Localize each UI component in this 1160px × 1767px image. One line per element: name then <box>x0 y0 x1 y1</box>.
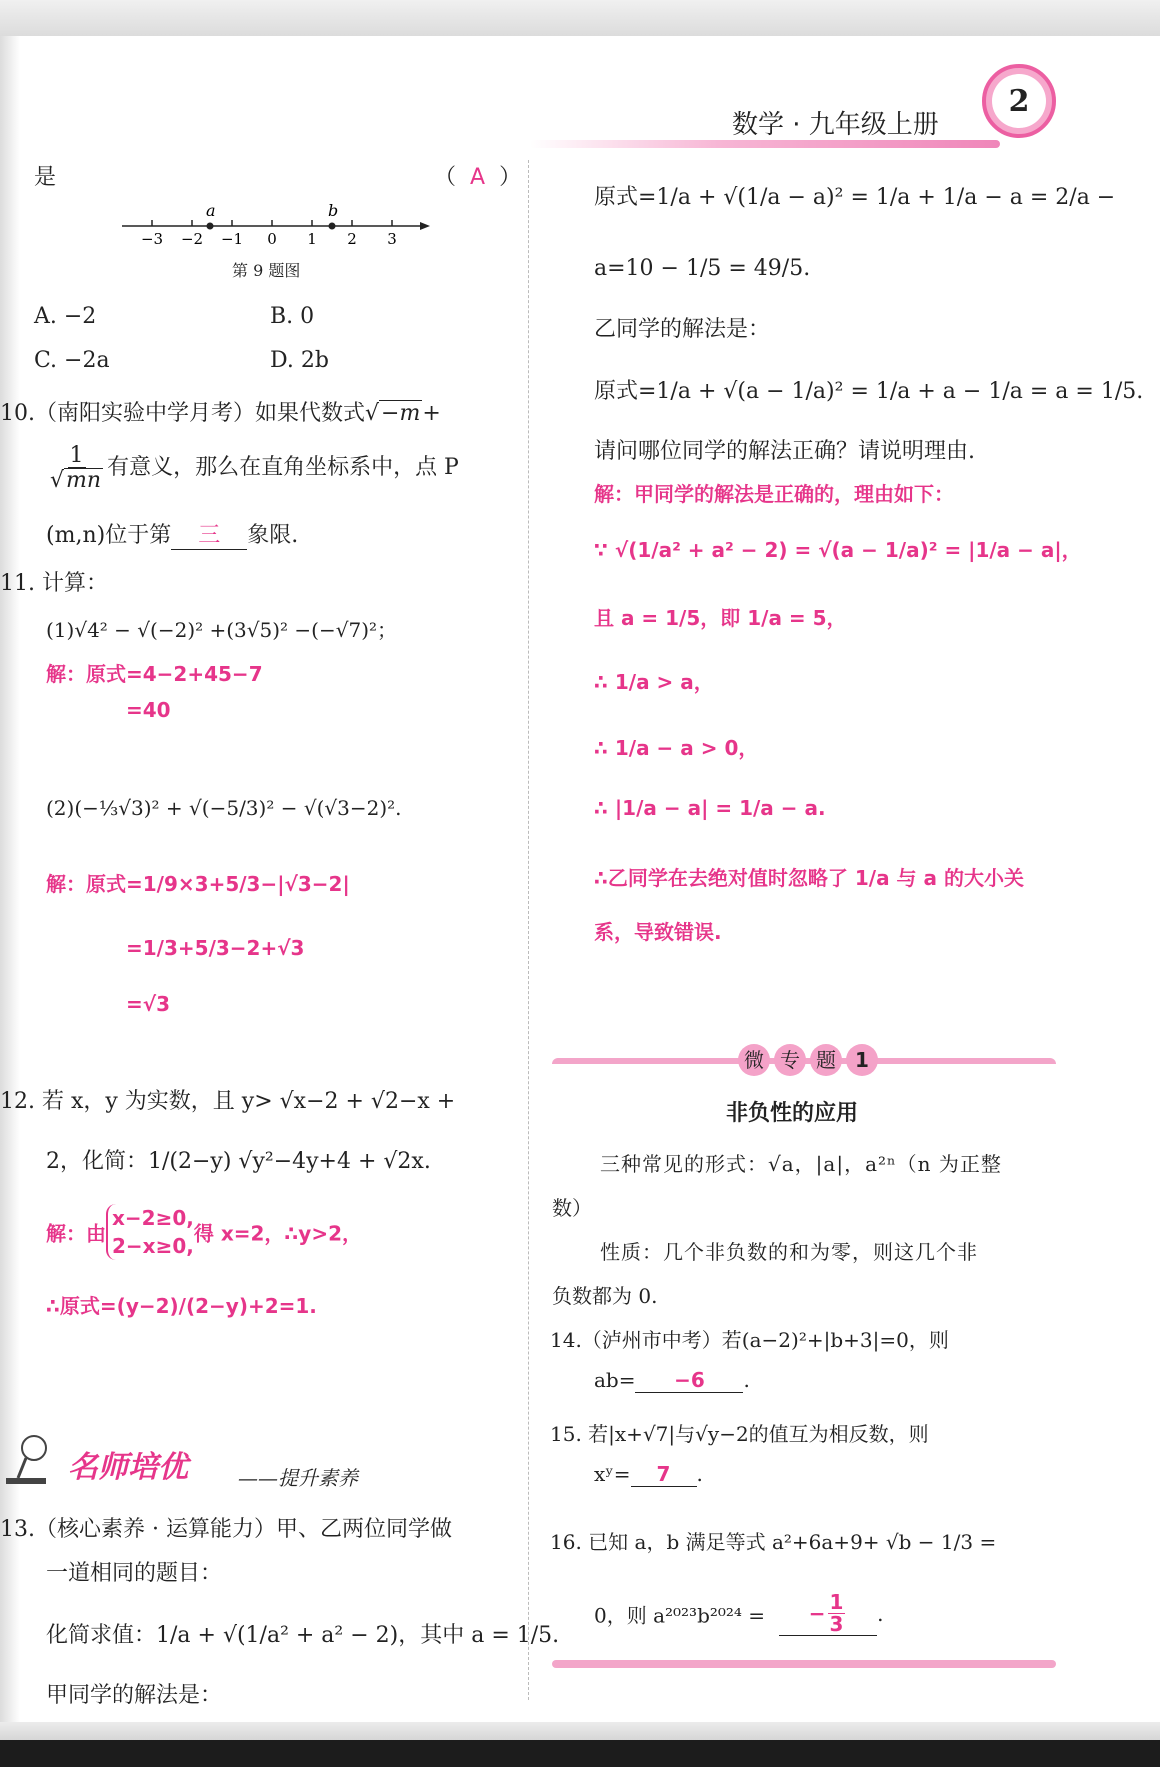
bracket-close: ） <box>499 165 522 190</box>
q10-text3: (m,n)位于第 <box>46 523 172 548</box>
q10-line3 <box>46 518 298 550</box>
q16-answer-num: 1 <box>829 1590 844 1614</box>
q15-line2 <box>594 1462 703 1487</box>
number-line-ticks <box>152 220 392 226</box>
number-line-figure <box>120 198 430 248</box>
topic-label <box>736 1044 880 1076</box>
q12-line2: 2，化简：1/(2−y) √y²−4y+4 + √2x. <box>46 1149 431 1174</box>
bottom-shadow <box>0 1722 1160 1740</box>
q10-text4: 象限. <box>247 523 299 548</box>
tick-label: −2 <box>180 230 204 248</box>
jia-step1: 原式=1/a + √(1/a − a)² = 1/a + 1/a − a = 2/a − <box>594 185 1116 210</box>
topic-char: 专 <box>774 1044 806 1076</box>
q15-text: xʸ= <box>594 1462 631 1486</box>
tick-label: 0 <box>267 230 277 248</box>
yi-title: 乙同学的解法是： <box>594 317 771 342</box>
q13-solution5: ∴ 1/a − a > 0， <box>594 736 759 760</box>
topic-forms2: 数） <box>552 1196 592 1220</box>
q10-text2: 有意义，那么在直角坐标系中，点 P <box>107 455 459 481</box>
q12-solution1 <box>46 1204 362 1260</box>
bottom-bar <box>0 1740 1160 1767</box>
tick-label: −3 <box>140 230 164 248</box>
topic-property1: 性质：几个非负数的和为零，则这几个非 <box>600 1240 978 1264</box>
lamp-icon <box>4 1430 62 1490</box>
q12-system-eq1: x−2≥0, <box>112 1206 194 1230</box>
page-number-badge <box>982 64 1056 138</box>
point-a-label: a <box>206 201 216 220</box>
q13-solution3: 且 a = 1/5，即 1/a = 5， <box>594 606 847 630</box>
q15-period: . <box>696 1462 703 1486</box>
q10-frac-num: 1 <box>69 443 84 468</box>
book-title: 数学 · 九年级上册 <box>732 110 939 140</box>
q11-part2-solution1: 解：原式=1/9×3+5/3−|√3−2| <box>46 872 350 896</box>
q11-part2-solution2: =1/3+5/3−2+√3 <box>126 936 305 960</box>
q16-period: . <box>877 1602 884 1626</box>
point-b-dot <box>329 223 336 230</box>
q13-solution1: 解：甲同学的解法是正确的，理由如下： <box>594 482 954 506</box>
q16-line1: 16. 已知 a，b 满足等式 a²+6a+9+ √b − 1/3 = <box>550 1530 997 1554</box>
q10-plus: + <box>422 401 441 426</box>
q13-line2: 一道相同的题目： <box>46 1561 223 1586</box>
point-a-dot <box>207 223 214 230</box>
q10-answer: 三 <box>198 523 221 548</box>
topic-forms1: 三种常见的形式：√a，|a|，a²ⁿ（n 为正整 <box>600 1152 1002 1176</box>
q14-period: . <box>743 1368 750 1392</box>
q13-line1: 13.（核心素养 · 运算能力）甲、乙两位同学做 <box>0 1517 452 1542</box>
q13-solution6: ∴ |1/a − a| = 1/a − a. <box>594 796 826 820</box>
q12-sol-prefix: 解：由 <box>46 1221 106 1246</box>
topic-property2: 负数都为 0. <box>552 1284 658 1308</box>
number-line-arrow <box>420 222 430 230</box>
q12-line1: 12. 若 x，y 为实数，且 y> √x−2 + √2−x + <box>0 1089 456 1114</box>
topic-char: 微 <box>738 1044 770 1076</box>
q15-line1: 15. 若|x+√7|与√y−2的值互为相反数，则 <box>550 1422 929 1446</box>
q9-answer: A <box>470 165 486 190</box>
q16-line2 <box>594 1592 883 1636</box>
q12-system <box>106 1204 194 1260</box>
q13-solution8: 系，导致错误. <box>594 920 722 944</box>
q16-text: 0，则 a²⁰²³b²⁰²⁴ = <box>594 1603 766 1628</box>
q13-line3: 化简求值：1/a + √(1/a² + a² − 2)，其中 a = 1/5. <box>46 1623 560 1648</box>
q11-title: 11. 计算： <box>0 571 108 596</box>
yi-step1: 原式=1/a + √(a − 1/a)² = 1/a + a − 1/a = a = 1/5. <box>594 379 1144 404</box>
q13-question: 请问哪位同学的解法正确？请说明理由. <box>594 439 975 464</box>
q10-line1 <box>0 396 441 427</box>
q13-line4: 甲同学的解法是： <box>46 1683 223 1708</box>
q10-frac-den: mn <box>66 468 102 494</box>
topic-bottom-bar <box>552 1660 1056 1668</box>
q14-line2 <box>594 1368 750 1393</box>
section-title: 名师培优 <box>68 1450 188 1485</box>
q16-answer-den: 3 <box>829 1612 844 1636</box>
top-shadow <box>0 0 1160 36</box>
q10-fraction <box>48 444 105 492</box>
tick-label: 2 <box>347 230 357 248</box>
column-divider <box>528 160 529 1700</box>
option-a: A. −2 <box>34 304 97 329</box>
header-rule <box>530 140 1000 148</box>
q16-answer-fraction <box>828 1592 846 1635</box>
q15-answer: 7 <box>656 1462 671 1486</box>
topic-title: 非负性的应用 <box>726 1101 859 1126</box>
q10-line2 <box>46 444 459 492</box>
jia-step2: a=10 − 1/5 = 49/5. <box>594 256 811 281</box>
q10-text: 10.（南阳实验中学月考）如果代数式 <box>0 401 365 426</box>
q10-radicand: −m <box>381 401 421 426</box>
q14-line1: 14.（泸州市中考）若(a−2)²+|b+3|=0，则 <box>550 1328 949 1352</box>
option-d: D. 2b <box>270 348 329 373</box>
section-subtitle: ——提升素养 <box>238 1466 358 1490</box>
tick-label: 1 <box>307 230 317 248</box>
option-b: B. 0 <box>270 304 315 329</box>
bracket-open: （ <box>434 165 457 190</box>
option-c: C. −2a <box>34 348 110 373</box>
point-b-label: b <box>328 201 339 220</box>
q12-sol-post: 得 x=2，∴y>2， <box>193 1221 363 1246</box>
q9-tail: 是 <box>34 165 57 190</box>
q13-solution7: ∴乙同学在去绝对值时忽略了 1/a 与 a 的大小关 <box>594 866 1024 890</box>
tick-label: −1 <box>220 230 244 248</box>
q13-solution4: ∴ 1/a > a， <box>594 670 714 694</box>
q12-solution2: ∴原式=(y−2)/(2−y)+2=1. <box>46 1294 317 1318</box>
q11-part1: (1)√4² − √(−2)² +(3√5)² −(−√7)²； <box>46 618 398 642</box>
topic-char: 1 <box>846 1044 878 1076</box>
topic-char: 题 <box>810 1044 842 1076</box>
q12-system-eq2: 2−x≥0, <box>112 1234 194 1258</box>
q11-part1-solution1: 解：原式=4−2+45−7 <box>46 662 263 686</box>
q16-answer-sign: − <box>808 1601 826 1626</box>
q13-solution2: ∵ √(1/a² + a² − 2) = √(a − 1/a)² = |1/a − a|， <box>594 538 1082 562</box>
q14-answer: −6 <box>674 1368 705 1392</box>
page-number: 2 <box>992 74 1046 128</box>
q11-part1-solution2: =40 <box>126 698 171 722</box>
q9-answer-bracket <box>434 160 521 191</box>
tick-label: 3 <box>387 230 397 248</box>
q14-text: ab= <box>594 1368 636 1392</box>
figure-caption: 第 9 题图 <box>232 261 301 280</box>
q11-part2-solution3: =√3 <box>126 992 171 1016</box>
q11-part2: (2)(−⅓√3)² + √(−5/3)² − √(√3−2)². <box>46 796 402 820</box>
